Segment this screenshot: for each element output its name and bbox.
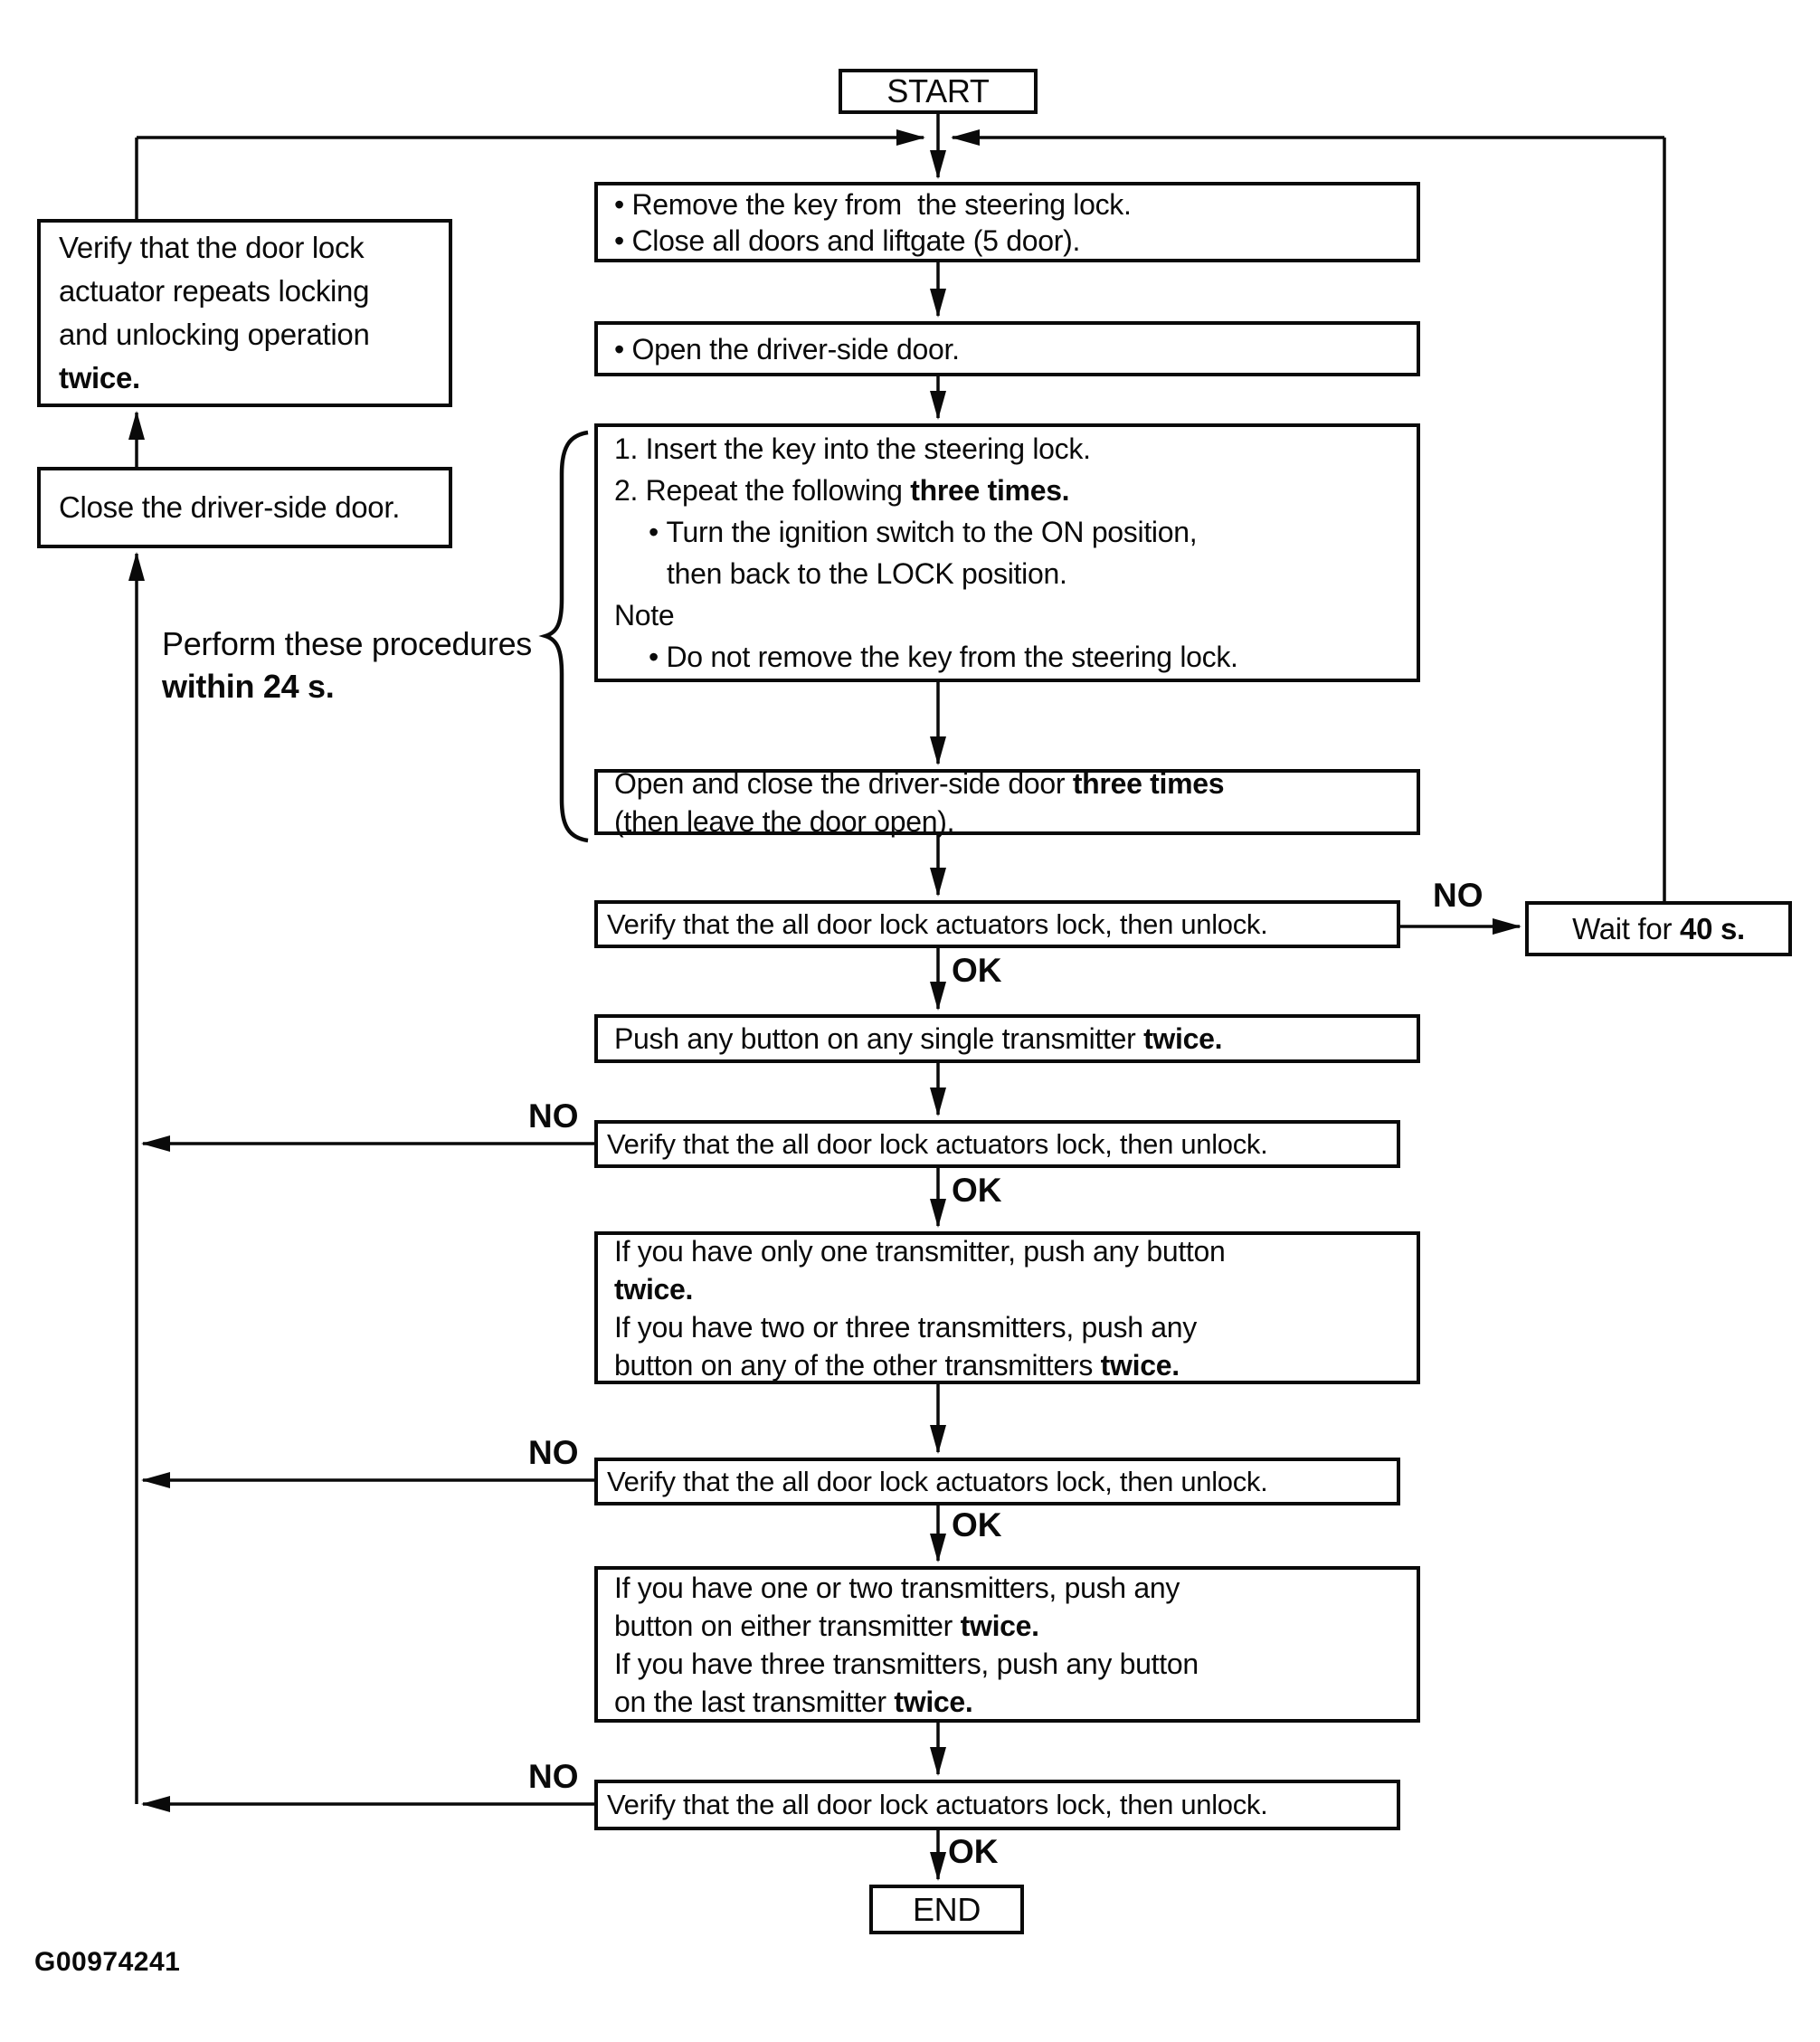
open-close-line1: Open and close the driver-side door three times xyxy=(614,766,1225,800)
ok-label-2: OK xyxy=(952,1172,1002,1209)
ok-label-3: OK xyxy=(952,1506,1002,1543)
start-node xyxy=(839,69,1038,114)
close-driver-door-text: Close the driver-side door. xyxy=(59,490,401,524)
brace-within-24s xyxy=(545,432,588,841)
step-last-transmitter-box xyxy=(594,1566,1420,1723)
step7-line1: If you have one or two transmitters, push any xyxy=(614,1571,1180,1604)
verify-text-3: Verify that the all door lock actuators lock, then unlock. xyxy=(607,1465,1268,1497)
end-node xyxy=(869,1885,1024,1934)
side-note-line2: within 24 s. xyxy=(162,668,335,705)
step-open-close-door-box xyxy=(594,766,1420,838)
verify-actuator-line2: actuator repeats locking xyxy=(59,274,370,308)
no-label-4: NO xyxy=(528,1758,579,1795)
no-label-1: NO xyxy=(1433,877,1483,914)
step-push-button-box xyxy=(594,1014,1420,1063)
step-remove-key-box xyxy=(594,182,1420,262)
verify-text-2: Verify that the all door lock actuators lock, then unlock. xyxy=(607,1127,1268,1160)
verify-actuator-line3: and unlocking operation xyxy=(59,318,370,351)
note-bullet: • Do not remove the key from the steering lock. xyxy=(649,641,1238,673)
close-driver-door-box xyxy=(37,467,452,548)
step-second-transmitter-box xyxy=(594,1231,1420,1384)
verify-actuator-line4: twice. xyxy=(59,361,140,394)
start-label: START xyxy=(886,72,990,109)
no-label-3: NO xyxy=(528,1434,579,1471)
note-label: Note xyxy=(614,599,675,632)
push-button-line: Push any button on any single transmitter twice. xyxy=(614,1022,1223,1055)
verify-text-4: Verify that the all door lock actuators lock, then unlock. xyxy=(607,1789,1268,1820)
verify-actuators-box-3 xyxy=(594,1458,1400,1505)
wait-40s-box xyxy=(1525,901,1792,956)
step7-line2: button on either transmitter twice. xyxy=(614,1609,1039,1642)
step-open-door-box xyxy=(594,321,1420,376)
step-open-door-line: • Open the driver-side door. xyxy=(614,332,960,366)
ignition-item1: 1. Insert the key into the steering lock. xyxy=(614,432,1091,465)
side-note-within-24s xyxy=(162,622,532,708)
step6-line1: If you have only one transmitter, push any button xyxy=(614,1234,1226,1268)
figure-code: G00974241 xyxy=(34,1947,181,1977)
ignition-item2: 2. Repeat the following three times. xyxy=(614,474,1070,507)
open-close-line2: (then leave the door open). xyxy=(614,804,955,838)
step6-line3: If you have two or three transmitters, push any xyxy=(614,1310,1197,1344)
step7-line4: on the last transmitter twice. xyxy=(614,1685,973,1718)
wait-text: Wait for 40 s. xyxy=(1572,911,1745,945)
no-label-2: NO xyxy=(528,1097,579,1135)
verify-actuator-line1: Verify that the door lock xyxy=(59,231,365,264)
ok-label-4: OK xyxy=(948,1833,999,1870)
verify-actuators-box-4 xyxy=(594,1780,1400,1830)
step-remove-key-line1: • Remove the key from the steering lock. xyxy=(614,187,1132,221)
side-note-line1: Perform these procedures xyxy=(162,625,532,662)
step-close-doors-line2: • Close all doors and liftgate (5 door). xyxy=(614,223,1081,257)
verify-text-1: Verify that the all door lock actuators lock, then unlock. xyxy=(607,907,1268,940)
step7-line3: If you have three transmitters, push any button xyxy=(614,1647,1199,1680)
step6-line2: twice. xyxy=(614,1272,694,1306)
verify-actuators-box-2 xyxy=(594,1120,1400,1168)
ok-label-1: OK xyxy=(952,952,1002,989)
verify-actuator-repeats-box xyxy=(37,219,452,407)
step-ignition-cycle-box xyxy=(594,423,1420,682)
verify-actuators-box-1 xyxy=(594,900,1400,948)
end-label: END xyxy=(912,1890,981,1928)
ignition-sub-line2: then back to the LOCK position. xyxy=(667,557,1067,590)
step6-line4: button on any of the other transmitters twice. xyxy=(614,1348,1180,1382)
ignition-sub-bullet1: • Turn the ignition switch to the ON position, xyxy=(649,516,1198,548)
